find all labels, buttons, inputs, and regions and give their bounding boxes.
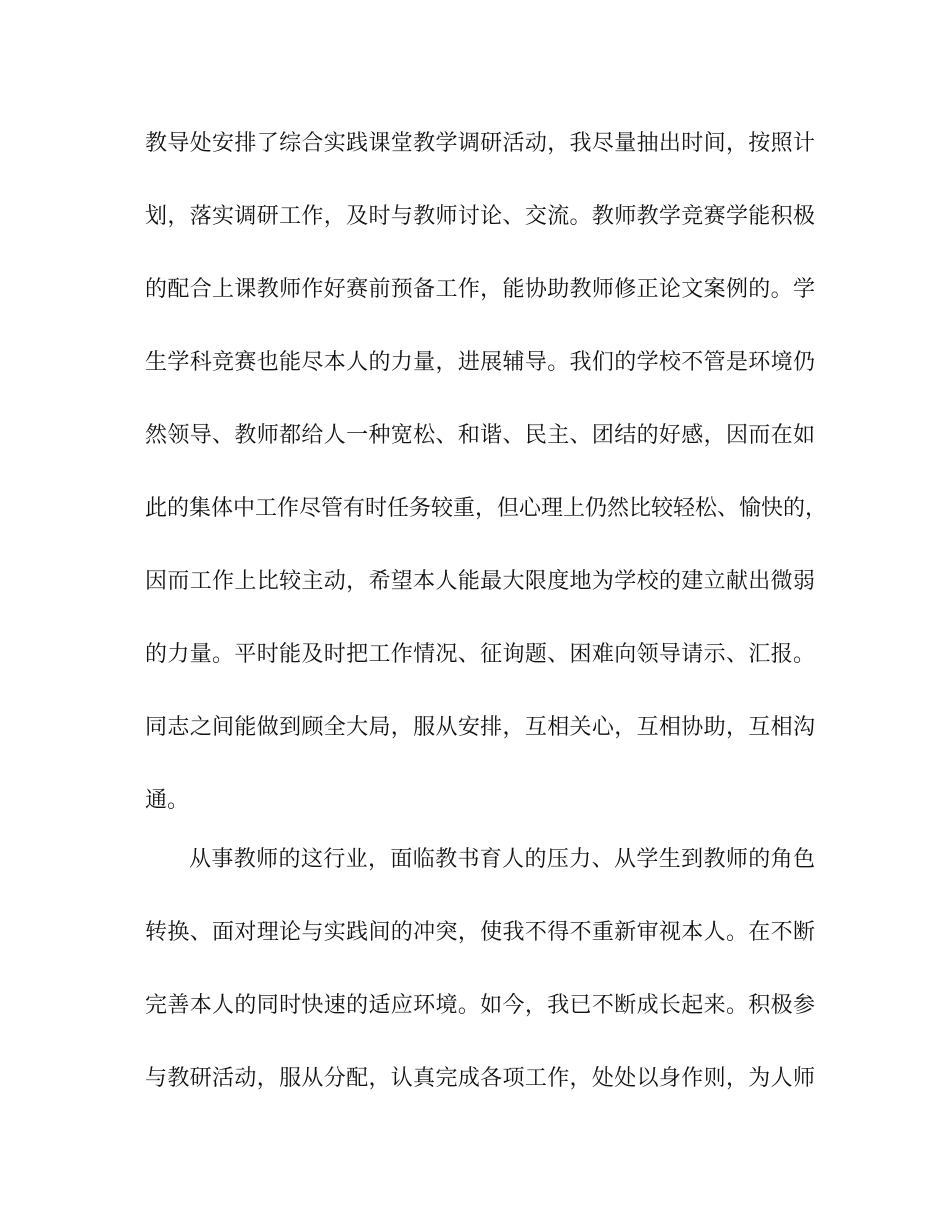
text-line: 的配合上课教师作好赛前预备工作，能协助教师修正论文案例的。学 [145,277,815,302]
paragraph-first-line: 从事教师的这行业，面临教书育人的压力、从学生到教师的角色 [189,847,815,872]
text-line: 生学科竞赛也能尽本人的力量，进展辅导。我们的学校不管是环境仍 [145,350,815,375]
text-line: 因而工作上比较主动，希望本人能最大限度地为学校的建立献出微弱 [145,569,815,594]
text-line: 划，落实调研工作，及时与教师讨论、交流。教师教学竞赛学能积极 [145,204,815,229]
text-line: 此的集体中工作尽管有时任务较重，但心理上仍然比较轻松、愉快的， [145,496,828,521]
text-line: 然领导、教师都给人一种宽松、和谐、民主、团结的好感，因而在如 [145,423,815,448]
text-line: 同志之间能做到顾全大局，服从安排，互相关心，互相协助，互相沟 [145,715,815,740]
text-line: 完善本人的同时快速的适应环境。如今，我已不断成长起来。积极参 [145,993,815,1018]
text-line: 转换、面对理论与实践间的冲突，使我不得不重新审视本人。在不断 [145,920,815,945]
text-line: 教导处安排了综合实践课堂教学调研活动，我尽量抽出时间，按照计 [145,131,815,156]
text-line: 通。 [145,788,190,813]
text-line: 与教研活动，服从分配，认真完成各项工作，处处以身作则，为人师 [145,1066,815,1091]
text-line: 的力量。平时能及时把工作情况、征询题、困难向领导请示、汇报。 [145,642,815,667]
